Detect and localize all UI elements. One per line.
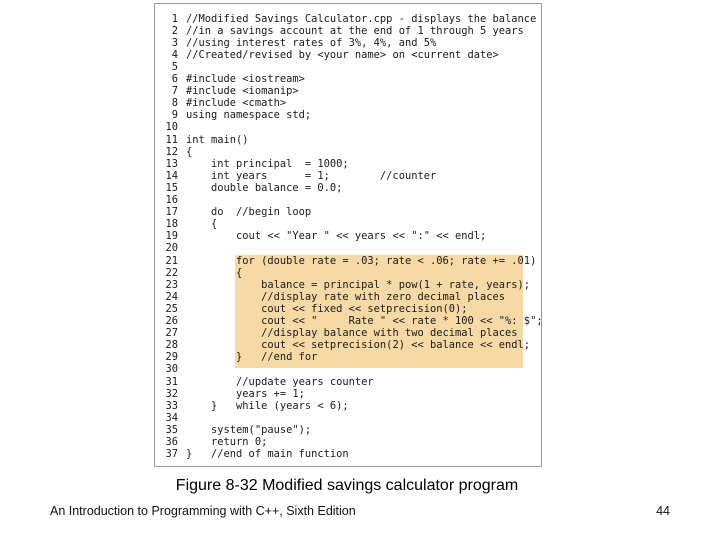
code-line [155,146,541,158]
line-number: 1 [171,12,178,25]
code-line [155,85,541,97]
code-line [155,255,541,267]
line-number: 25 [165,302,178,315]
line-number: 35 [165,423,178,436]
line-number: 13 [165,157,178,170]
code-text: cout << " Rate " << rate * 100 << "%: $"; [186,315,543,327]
line-number: 12 [165,145,178,158]
figure-caption: Figure 8-32 Modified savings calculator program [175,477,519,494]
line-number: 6 [171,73,178,85]
line-number: 34 [165,411,178,424]
code-listing-panel [154,3,542,467]
code-line [155,206,541,218]
code-line [155,412,541,424]
code-text: cout << setprecision(2) << balance << endl; [186,339,531,352]
code-line [155,121,541,133]
code-text: //Modified Savings Calculator.cpp - displays the balance [186,12,537,25]
code-text: //in a savings account at the end of 1 through 5 years [186,24,524,37]
code-line [155,400,541,412]
code-text: using namespace std; [186,109,312,122]
line-number: 32 [165,387,178,400]
line-number: 3 [171,36,178,49]
code-text: //display balance with two decimal places [186,327,518,340]
code-text: { [186,218,218,231]
line-number: 26 [165,315,178,327]
code-text: { [186,145,193,158]
line-number: 20 [165,242,178,255]
code-line [155,279,541,291]
code-line [155,291,541,303]
code-text: system("pause"); [186,423,312,436]
code-line [155,242,541,254]
code-line [155,73,541,85]
line-number: 14 [165,169,178,182]
line-number: 24 [165,290,178,303]
code-line [155,327,541,339]
line-number: 7 [171,85,178,98]
line-number: 22 [165,266,178,279]
code-text: do //begin loop [186,206,312,219]
page-number: 44 [656,504,670,518]
code-line [155,97,541,109]
line-number: 23 [165,278,178,291]
code-line [155,158,541,170]
code-text: return 0; [186,436,268,448]
code-text: } //end of main function [186,448,349,461]
code-text: //display rate with zero decimal places [186,290,506,303]
code-line [155,267,541,279]
line-number: 11 [165,133,178,146]
code-line [155,339,541,351]
code-text: int years = 1; //counter [186,169,437,182]
line-number: 36 [165,436,178,448]
code-line [155,37,541,49]
line-number: 9 [171,109,178,122]
line-number: 2 [171,24,178,37]
code-line [155,194,541,206]
line-number: 28 [165,339,178,352]
line-number: 4 [171,48,178,61]
code-text: //using interest rates of 3%, 4%, and 5% [186,36,437,49]
line-number: 10 [165,121,178,134]
code-line [155,25,541,37]
code-text: } while (years < 6); [186,399,349,412]
code-line [155,363,541,375]
code-line [155,170,541,182]
code-line [155,218,541,230]
code-line [155,109,541,121]
code-line [155,448,541,460]
code-text: #include <iostream> [186,73,305,85]
code-text: years += 1; [186,387,305,400]
line-number: 37 [165,448,178,461]
code-line [155,424,541,436]
code-line [155,351,541,363]
code-text: #include <iomanip> [186,85,299,98]
code-line [155,49,541,61]
code-line [155,13,541,25]
code-line [155,230,541,242]
line-number: 33 [165,399,178,412]
code-text: int main() [186,133,249,146]
line-number: 5 [171,60,178,73]
line-number: 15 [165,181,178,194]
line-number: 29 [165,351,178,364]
code-text: //Created/revised by <your name> on <current date> [186,48,499,61]
code-line [155,436,541,448]
code-line [155,303,541,315]
code-text: balance = principal * pow(1 + rate, years); [186,278,531,291]
code-text: } //end for [186,351,318,364]
footer-book-title: An Introduction to Programming with C++, Sixth Edition [50,504,356,518]
code-line [155,376,541,388]
line-number: 31 [165,375,178,388]
code-text: double balance = 0.0; [186,181,343,194]
code-line [155,182,541,194]
code-text: { [186,266,243,279]
line-number: 17 [165,206,178,219]
code-text: for (double rate = .03; rate < .06; rate += .01) [186,254,537,267]
code-line [155,134,541,146]
line-number: 8 [171,97,178,110]
line-number: 21 [165,254,178,267]
code-text: //update years counter [186,375,374,388]
code-line [155,388,541,400]
line-number: 16 [165,194,178,206]
code-line [155,61,541,73]
code-text: int principal = 1000; [186,157,349,170]
line-number: 18 [165,218,178,231]
code-text: cout << fixed << setprecision(0); [186,302,468,315]
line-number: 30 [165,363,178,376]
line-number: 27 [165,327,178,340]
code-text: cout << "Year " << years << ":" << endl; [186,230,487,243]
line-number: 19 [165,230,178,243]
code-line [155,315,541,327]
code-text: #include <cmath> [186,97,287,110]
